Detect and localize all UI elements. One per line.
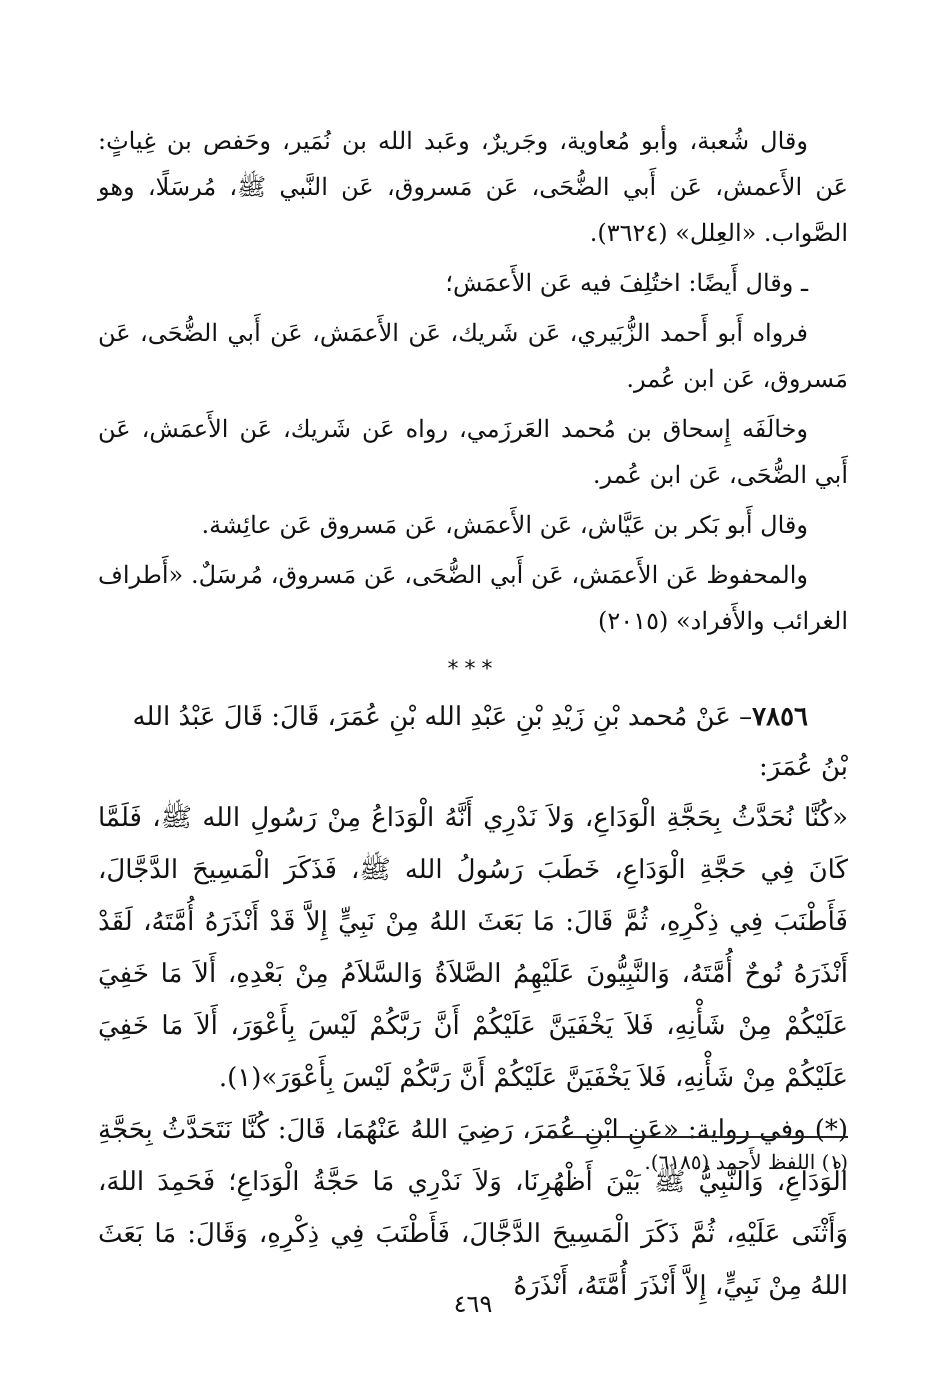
paragraph-ilal-quote: وقال شُعبة، وأبو مُعاوية، وجَريرٌ، وعَبد الله بن نُمَير، وحَفص بن غِياثٍ: عَن الأَعمش، عَن أَبي الضُّحَى، عَن مَسروق، عَن النَّبي ﷺ، مُرسَلًا، وهو الصَّواب. «العِلل» (٣٦٢٤). <box>98 127 848 247</box>
hadith-text: «كُنَّا نُحَدَّثُ بِحَجَّةِ الْوَدَاعِ، وَلاَ نَدْرِي أَنَّهُ الْوَدَاعُ مِنْ رَسُولِ الله ﷺ، فَلَمَّا كَانَ فِي حَجَّةِ الْوَدَاعِ، خَطَبَ رَسُولُ الله ﷺ، فَذَكَرَ الْمَسِيحَ الدَّجَّالَ، فَأَطْنَبَ فِي ذِكْرِهِ، ثُمَّ قَالَ: مَا بَعَثَ اللهُ مِنْ نَبِيٍّ إِلاَّ قَدْ أَنْذَرَهُ أُمَّتَهُ، لَقَدْ أَنْذَرَهُ نُوحٌ أُمَّتَهُ، وَالنَّبِيُّونَ عَلَيْهِمُ الصَّلاَةُ وَالسَّلاَمُ مِنْ بَعْدِهِ، أَلاَ مَا خَفِيَ عَلَيْكُمْ مِنْ شَأْنِهِ، فَلاَ يَخْفَيَنَّ عَلَيْكُمْ أَنَّ رَبَّكُمْ لَيْسَ بِأَعْوَرَ، أَلاَ مَا خَفِيَ عَلَيْكُمْ مِنْ شَأْنِهِ، فَلاَ يَخْفَيَنَّ عَلَيْكُمْ أَنَّ رَبَّكُمْ لَيْسَ بِأَعْوَرَ»(١). <box>98 803 848 1093</box>
paragraph-zubayri-narration: فرواه أَبو أَحمد الزُّبَيري، عَن شَريك، عَن الأَعمَش، عَن أَبي الضُّحَى، عَن مَسروق، عَن ابن عُمر. <box>98 319 848 393</box>
hadith-dash: – <box>739 702 753 732</box>
paragraph-ikhtilaf-intro: ـ وقال أَيضًا: اختُلِفَ فيه عَن الأَعمَش؛ <box>445 269 808 297</box>
section-separator: *** <box>447 657 499 682</box>
hadith-variant: (*) وفي رواية: «عَنِ ابْنِ عُمَرَ، رَضِيَ اللهُ عَنْهُمَا، قَالَ: كُنَّا نَتَحَدَّثُ بِحَجَّةِ الْوَدَاعِ، وَالنَّبِيُّ ﷺ بَيْنَ أَظْهُرِنَا، وَلاَ نَدْرِي مَا حَجَّةُ الْوَدَاعِ؛ فَحَمِدَ اللهَ، وَأَثْنَى عَلَيْهِ، ثُمَّ ذَكَرَ الْمَسِيحَ الدَّجَّالَ، فَأَطْنَبَ فِي ذِكْرِهِ، وَقَالَ: مَا بَعَثَ اللهُ مِنْ نَبِيٍّ، إِلاَّ أَنْذَرَ أُمَّتَهُ، أَنْذَرَهُ <box>98 1115 848 1301</box>
hadith-chain: عَنْ مُحمد بْنِ زَيْدِ بْنِ عَبْدِ الله بْنِ عُمَرَ، قَالَ: قَالَ عَبْدُ الله بْنُ عُمَرَ: <box>132 702 848 782</box>
footnote: (١) اللفظ لأَحمد (٦١٨٥). <box>644 1150 848 1174</box>
paragraph-abu-bakr-narration: وقال أَبو بَكر بن عَيَّاش، عَن الأَعمَش، عَن مَسروق عَن عائِشة. <box>201 511 808 539</box>
paragraph-arzami-narration: وخالَفَه إِسحاق بن مُحمد العَرزَمي، رواه عَن شَريك، عَن الأَعمَش، عَن أَبي الضُّحَى، عَن ابن عُمر. <box>98 415 848 489</box>
hadith-header <box>98 692 848 792</box>
paragraph-mahfuz-conclusion: والمحفوظ عَن الأَعمَش، عَن أَبي الضُّحَى، عَن مَسروق، مُرسَلٌ. «أَطراف الغرائب والأَفراد» (٢٠١٥) <box>98 561 848 635</box>
footnote-divider <box>548 1136 848 1138</box>
hadith-number: ٧٨٥٦ <box>752 702 808 732</box>
page <box>98 118 848 1358</box>
page-number: ٤٦٩ <box>453 1290 493 1318</box>
